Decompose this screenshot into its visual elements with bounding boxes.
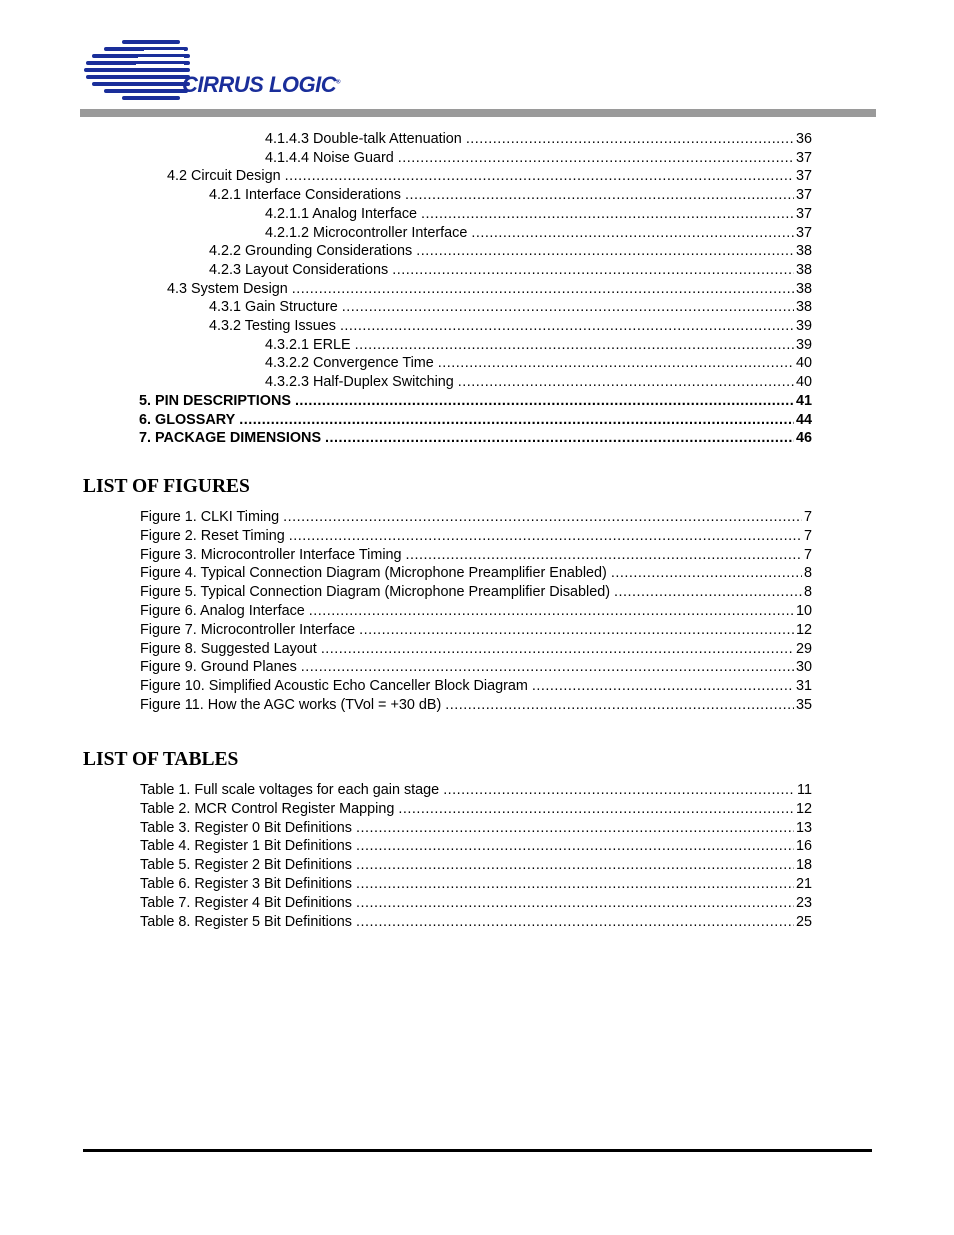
dot-leader [340,317,794,336]
entry-label: 6. GLOSSARY [139,411,236,428]
dot-leader [356,875,794,894]
figure-entry[interactable] [140,564,812,583]
entry-label: Table 7. Register 4 Bit Definitions [140,894,352,911]
toc-entry[interactable] [139,392,812,411]
table-entry[interactable] [140,781,812,800]
entry-label: 4.2.3 Layout Considerations [209,261,389,278]
dot-leader [356,856,794,875]
entry-label: 4.2.1.1 Analog Interface [265,205,418,222]
entry-label: Figure 1. CLKI Timing [140,509,280,525]
toc-entry[interactable] [265,373,812,392]
dot-leader [614,583,802,602]
entry-label: 4.3.2 Testing Issues [209,318,336,334]
entry-label: Figure 2. Reset Timing [140,527,285,544]
dot-leader [355,336,794,355]
dot-leader [466,130,794,149]
dot-leader [443,781,795,800]
toc-entry[interactable] [139,411,812,430]
entry-label: 4.1.4.4 Noise Guard [265,149,394,166]
dot-leader [406,546,802,565]
dot-leader [309,602,794,621]
toc-entry[interactable] [209,242,812,261]
entry-page-number: 7 [803,527,812,544]
figure-entry[interactable] [140,602,812,621]
dot-leader [356,894,794,913]
figure-entry[interactable] [140,527,812,546]
figure-entry[interactable] [140,546,812,565]
entry-label: 5. PIN DESCRIPTIONS [139,392,291,409]
dot-leader [356,837,794,856]
figure-entry[interactable] [140,677,812,696]
entry-label: Figure 7. Microcontroller Interface [140,621,356,638]
toc-entry[interactable] [209,186,812,205]
entry-page-number: 11 [797,782,812,798]
entry-label: Table 1. Full scale voltages for each gain stage [140,782,440,798]
dot-leader [301,658,794,677]
figure-entry[interactable] [140,508,812,527]
dot-leader [285,167,794,186]
table-entry[interactable] [140,856,812,875]
dot-leader [445,696,794,715]
entry-label: Table 2. MCR Control Register Mapping [140,800,395,817]
entry-label: Figure 5. Typical Connection Diagram (Microphone Preamplifier Disabled) [140,584,611,601]
entry-label: 4.3 System Design [167,280,288,297]
entry-page-number: 37 [795,224,812,241]
toc-entry[interactable] [139,429,812,448]
toc-entry[interactable] [167,167,812,186]
entry-page-number: 39 [795,318,812,334]
entry-label: 4.3.2.2 Convergence Time [265,355,434,372]
entry-page-number: 16 [795,838,812,855]
entry-label: 4.2.2 Grounding Considerations [209,243,413,260]
entry-label: Figure 6. Analog Interface [140,603,305,619]
dot-leader [405,186,794,205]
dot-leader [321,640,794,659]
entry-label: Figure 8. Suggested Layout [140,640,317,657]
table-entry[interactable] [140,875,812,894]
entry-label: 4.3.1 Gain Structure [209,299,338,316]
dot-leader [356,819,794,838]
entry-page-number: 8 [803,565,812,582]
entry-page-number: 29 [795,640,812,657]
toc-entry[interactable] [265,205,812,224]
logo-trademark: ® [336,79,341,86]
toc-entry[interactable] [209,317,812,336]
entry-page-number: 35 [795,697,812,713]
dot-leader [392,261,794,280]
dot-leader [283,508,802,527]
entry-label: Table 3. Register 0 Bit Definitions [140,819,352,836]
entry-page-number: 12 [795,621,812,638]
entry-label: 4.2.1.2 Microcontroller Interface [265,224,468,241]
entry-label: Figure 3. Microcontroller Interface Timing [140,546,402,563]
entry-page-number: 37 [795,187,812,204]
entry-page-number: 38 [795,243,812,260]
dot-leader [611,564,802,583]
entry-page-number: 37 [795,149,812,166]
entry-page-number: 36 [795,131,812,147]
dot-leader [342,298,794,317]
dot-leader [398,800,794,819]
toc-entry[interactable] [265,149,812,168]
entry-page-number: 39 [795,336,812,353]
figure-entry[interactable] [140,621,812,640]
dot-leader [416,242,794,261]
toc-entry[interactable] [209,298,812,317]
dot-leader [292,280,794,299]
dot-leader [458,373,794,392]
dot-leader [295,392,794,411]
toc-entry[interactable] [265,354,812,373]
dot-leader [289,527,802,546]
entry-label: Table 4. Register 1 Bit Definitions [140,838,352,855]
dot-leader [325,429,794,448]
table-entry[interactable] [140,894,812,913]
list-of-figures-heading: LIST OF FIGURES [83,476,250,497]
entry-page-number: 21 [795,876,812,892]
entry-page-number: 23 [795,894,812,911]
toc-entry[interactable] [167,280,812,299]
entry-label: 4.2 Circuit Design [167,168,281,185]
entry-label: 7. PACKAGE DIMENSIONS [139,430,322,447]
toc-entry[interactable] [209,261,812,280]
figure-entry[interactable] [140,696,812,715]
table-entry[interactable] [140,800,812,819]
entry-page-number: 25 [795,913,812,930]
dot-leader [438,354,794,373]
entry-page-number: 10 [795,603,812,619]
logo-text: CIRRUS LOGIC [182,72,337,97]
entry-page-number: 30 [795,659,812,676]
entry-page-number: 46 [795,430,812,447]
table-entry[interactable] [140,837,812,856]
entry-page-number: 41 [795,392,812,409]
entry-label: Table 8. Register 5 Bit Definitions [140,913,352,930]
list-of-tables-heading: LIST OF TABLES [83,749,239,770]
entry-page-number: 44 [795,411,812,428]
entry-page-number: 37 [795,168,812,185]
dot-leader [356,913,794,932]
entry-page-number: 40 [795,374,812,391]
dot-leader [421,205,794,224]
entry-page-number: 38 [795,280,812,297]
dot-leader [359,621,794,640]
entry-label: 4.1.4.3 Double-talk Attenuation [265,131,462,147]
entry-page-number: 37 [795,205,812,222]
entry-page-number: 38 [795,261,812,278]
entry-page-number: 8 [803,584,812,601]
entry-page-number: 40 [795,355,812,372]
entry-page-number: 31 [795,678,812,695]
table-entry[interactable] [140,913,812,932]
logo-wordmark [182,72,340,98]
toc-entry[interactable] [265,224,812,243]
entry-label: Figure 9. Ground Planes [140,659,297,676]
toc-entry[interactable] [265,336,812,355]
entry-label: 4.3.2.3 Half-Duplex Switching [265,374,454,391]
entry-label: Table 5. Register 2 Bit Definitions [140,857,352,874]
entry-label: Figure 11. How the AGC works (TVol = +30 dB) [140,697,442,713]
figure-entry[interactable] [140,640,812,659]
figure-entry[interactable] [140,658,812,677]
dot-leader [398,149,794,168]
entry-page-number: 13 [795,819,812,836]
dot-leader [532,677,794,696]
entry-label: Table 6. Register 3 Bit Definitions [140,876,352,892]
entry-label: 4.3.2.1 ERLE [265,336,351,353]
table-entry[interactable] [140,819,812,838]
entry-page-number: 7 [803,546,812,563]
dot-leader [471,224,794,243]
header-rule [80,109,876,117]
entry-label: 4.2.1 Interface Considerations [209,187,401,204]
entry-page-number: 7 [803,509,812,525]
dot-leader [239,411,794,430]
entry-label: Figure 4. Typical Connection Diagram (Microphone Preamplifier Enabled) [140,565,607,582]
entry-page-number: 18 [795,857,812,874]
toc-entry[interactable] [265,130,812,149]
entry-page-number: 38 [795,299,812,316]
entry-page-number: 12 [795,800,812,817]
footer-rule [83,1149,872,1152]
figure-entry[interactable] [140,583,812,602]
entry-label: Figure 10. Simplified Acoustic Echo Canceller Block Diagram [140,678,528,695]
